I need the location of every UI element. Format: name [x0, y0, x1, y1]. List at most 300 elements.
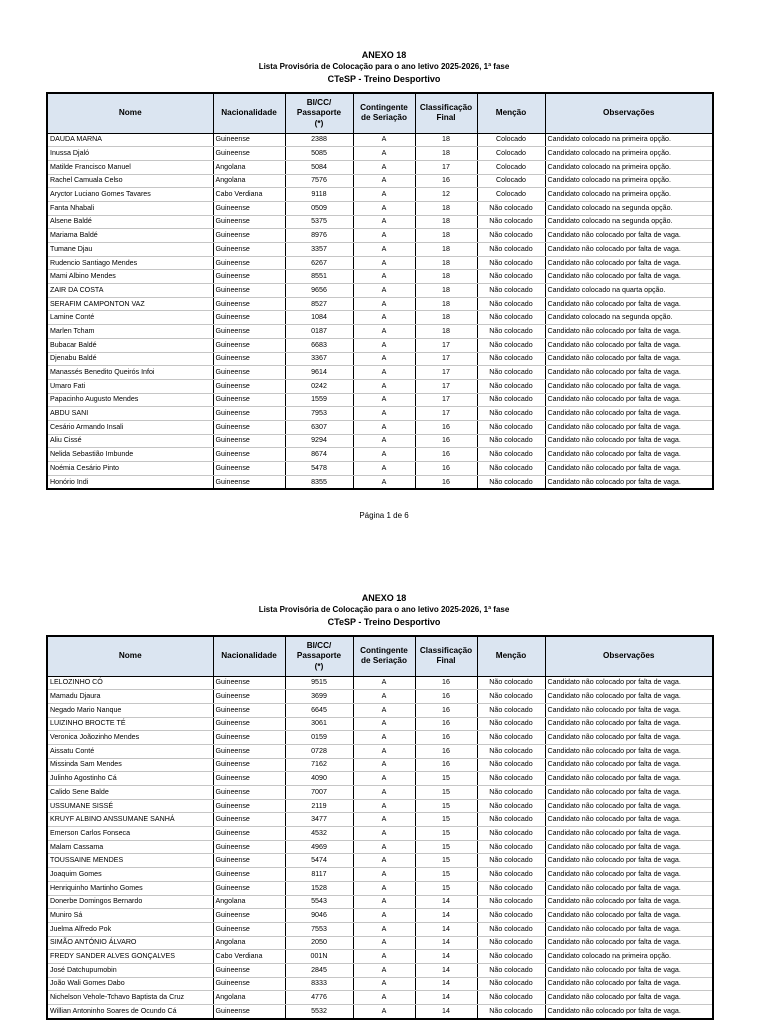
- cell-contingent: A: [353, 297, 415, 311]
- cell-mention: Não colocado: [477, 434, 545, 448]
- cell-mention: Não colocado: [477, 690, 545, 704]
- cell-mention: Não colocado: [477, 1005, 545, 1019]
- cell-mention: Não colocado: [477, 393, 545, 407]
- cell-mention: Não colocado: [477, 827, 545, 841]
- cell-nationality: Guineense: [213, 270, 285, 284]
- cell-mention: Não colocado: [477, 868, 545, 882]
- cell-contingent: A: [353, 188, 415, 202]
- table-row: [47, 475, 713, 489]
- cell-nationality: Guineense: [213, 393, 285, 407]
- cell-contingent: A: [353, 420, 415, 434]
- cell-name: Nichelson Vehole-Tchavo Baptista da Cruz: [47, 991, 213, 1005]
- cell-mention: Colocado: [477, 174, 545, 188]
- cell-name: Marlen Tcham: [47, 325, 213, 339]
- cell-final-grade: 14: [415, 909, 477, 923]
- cell-final-grade: 17: [415, 407, 477, 421]
- cell-id-document: 1528: [285, 881, 353, 895]
- cell-observations: Candidato colocado na quarta opção.: [545, 284, 713, 298]
- table-row: [47, 174, 713, 188]
- table-row: [47, 854, 713, 868]
- cell-mention: Não colocado: [477, 352, 545, 366]
- table-row: [47, 366, 713, 380]
- table-row: [47, 229, 713, 243]
- cell-nationality: Guineense: [213, 297, 285, 311]
- cell-observations: Candidato não colocado por falta de vaga.: [545, 243, 713, 257]
- cell-id-document: 3061: [285, 717, 353, 731]
- cell-mention: Não colocado: [477, 895, 545, 909]
- cell-final-grade: 16: [415, 475, 477, 489]
- cell-final-grade: 14: [415, 991, 477, 1005]
- cell-id-document: 7553: [285, 922, 353, 936]
- cell-observations: Candidato colocado na primeira opção.: [545, 160, 713, 174]
- cell-final-grade: 17: [415, 379, 477, 393]
- cell-observations: Candidato não colocado por falta de vaga.: [545, 1005, 713, 1019]
- cell-nationality: Guineense: [213, 434, 285, 448]
- cell-mention: Colocado: [477, 133, 545, 147]
- cell-name: Tumane Djau: [47, 243, 213, 257]
- cell-contingent: A: [353, 744, 415, 758]
- table-row: [47, 799, 713, 813]
- cell-nationality: Guineense: [213, 881, 285, 895]
- cell-final-grade: 16: [415, 448, 477, 462]
- cell-final-grade: 17: [415, 366, 477, 380]
- col-header-mention: Menção: [477, 93, 545, 133]
- cell-name: Aryctor Luciano Gomes Tavares: [47, 188, 213, 202]
- cell-mention: Não colocado: [477, 799, 545, 813]
- cell-nationality: Guineense: [213, 366, 285, 380]
- cell-contingent: A: [353, 352, 415, 366]
- cell-nationality: Guineense: [213, 420, 285, 434]
- col-header-final-grade: Classificação Final: [415, 93, 477, 133]
- cell-id-document: 9046: [285, 909, 353, 923]
- cell-nationality: Guineense: [213, 758, 285, 772]
- cell-nationality: Angolana: [213, 174, 285, 188]
- cell-nationality: Guineense: [213, 786, 285, 800]
- table-body-page-1: [47, 133, 713, 489]
- cell-name: Manassés Benedito Queirós Infoi: [47, 366, 213, 380]
- cell-name: SERAFIM CAMPONTON VAZ: [47, 297, 213, 311]
- cell-contingent: A: [353, 840, 415, 854]
- cell-contingent: A: [353, 284, 415, 298]
- cell-contingent: A: [353, 448, 415, 462]
- cell-contingent: A: [353, 243, 415, 257]
- cell-final-grade: 15: [415, 881, 477, 895]
- cell-observations: Candidato não colocado por falta de vaga.: [545, 325, 713, 339]
- cell-observations: Candidato não colocado por falta de vaga.: [545, 786, 713, 800]
- table-row: [47, 201, 713, 215]
- cell-observations: Candidato não colocado por falta de vaga.: [545, 379, 713, 393]
- cell-mention: Não colocado: [477, 963, 545, 977]
- cell-nationality: Angolana: [213, 936, 285, 950]
- cell-observations: Candidato não colocado por falta de vaga.: [545, 420, 713, 434]
- cell-name: Julinho Agostinho Cá: [47, 772, 213, 786]
- cell-mention: Não colocado: [477, 758, 545, 772]
- cell-contingent: A: [353, 799, 415, 813]
- table-body-page-2: [47, 676, 713, 1019]
- table-row: [47, 448, 713, 462]
- cell-mention: Não colocado: [477, 991, 545, 1005]
- cell-mention: Não colocado: [477, 744, 545, 758]
- table-row: [47, 827, 713, 841]
- cell-name: USSUMANE SISSÉ: [47, 799, 213, 813]
- cell-mention: Colocado: [477, 147, 545, 161]
- cell-name: DAUDA MARNA: [47, 133, 213, 147]
- cell-name: LUIZINHO BROCTE TÉ: [47, 717, 213, 731]
- list-title: Lista Provisória de Colocação para o ano letivo 2025-2026, 1ª fase: [258, 605, 510, 614]
- cell-name: Joaquim Gomes: [47, 868, 213, 882]
- cell-observations: Candidato não colocado por falta de vaga.: [545, 676, 713, 690]
- cell-nationality: Guineense: [213, 854, 285, 868]
- cell-mention: Não colocado: [477, 379, 545, 393]
- cell-observations: Candidato não colocado por falta de vaga.: [545, 270, 713, 284]
- cell-mention: Não colocado: [477, 854, 545, 868]
- cell-nationality: Guineense: [213, 703, 285, 717]
- cell-name: FREDY SANDER ALVES GONÇALVES: [47, 950, 213, 964]
- col-header-final-grade: Classificação Final: [415, 636, 477, 676]
- cell-nationality: Guineense: [213, 731, 285, 745]
- cell-nationality: Guineense: [213, 352, 285, 366]
- cell-name: Aissatu Conté: [47, 744, 213, 758]
- table-row: [47, 786, 713, 800]
- cell-id-document: 4090: [285, 772, 353, 786]
- cell-final-grade: 18: [415, 311, 477, 325]
- cell-nationality: Guineense: [213, 147, 285, 161]
- cell-nationality: Guineense: [213, 284, 285, 298]
- cell-id-document: 5478: [285, 462, 353, 476]
- cell-name: Inussa Djaló: [47, 147, 213, 161]
- table-row: [47, 325, 713, 339]
- cell-contingent: A: [353, 854, 415, 868]
- cell-observations: Candidato não colocado por falta de vaga.: [545, 799, 713, 813]
- cell-nationality: Guineense: [213, 256, 285, 270]
- table-row: [47, 393, 713, 407]
- cell-id-document: 8117: [285, 868, 353, 882]
- cell-nationality: Guineense: [213, 813, 285, 827]
- cell-nationality: Guineense: [213, 325, 285, 339]
- cell-observations: Candidato não colocado por falta de vaga.: [545, 256, 713, 270]
- cell-contingent: A: [353, 201, 415, 215]
- cell-id-document: 9656: [285, 284, 353, 298]
- cell-observations: Candidato não colocado por falta de vaga.: [545, 840, 713, 854]
- cell-observations: Candidato colocado na primeira opção.: [545, 133, 713, 147]
- table-row: [47, 297, 713, 311]
- cell-id-document: 5474: [285, 854, 353, 868]
- cell-final-grade: 18: [415, 133, 477, 147]
- cell-id-document: 3699: [285, 690, 353, 704]
- cell-name: Rudencio Santiago Mendes: [47, 256, 213, 270]
- cell-contingent: A: [353, 690, 415, 704]
- cell-name: Negado Mario Nanque: [47, 703, 213, 717]
- table-row: [47, 963, 713, 977]
- cell-id-document: 2845: [285, 963, 353, 977]
- cell-observations: Candidato não colocado por falta de vaga.: [545, 895, 713, 909]
- cell-contingent: A: [353, 881, 415, 895]
- cell-name: Veronica Joãozinho Mendes: [47, 731, 213, 745]
- cell-id-document: 0159: [285, 731, 353, 745]
- cell-contingent: A: [353, 147, 415, 161]
- cell-observations: Candidato não colocado por falta de vaga.: [545, 366, 713, 380]
- cell-final-grade: 16: [415, 758, 477, 772]
- cell-id-document: 8674: [285, 448, 353, 462]
- cell-id-document: 8527: [285, 297, 353, 311]
- cell-contingent: A: [353, 133, 415, 147]
- list-title: Lista Provisória de Colocação para o ano letivo 2025-2026, 1ª fase: [258, 62, 510, 71]
- table-row: [47, 434, 713, 448]
- cell-name: Umaro Fati: [47, 379, 213, 393]
- cell-mention: Não colocado: [477, 420, 545, 434]
- cell-name: Missinda Sam Mendes: [47, 758, 213, 772]
- cell-nationality: Angolana: [213, 895, 285, 909]
- cell-mention: Não colocado: [477, 840, 545, 854]
- cell-id-document: 4776: [285, 991, 353, 1005]
- cell-id-document: 5084: [285, 160, 353, 174]
- table-row: [47, 977, 713, 991]
- cell-contingent: A: [353, 895, 415, 909]
- cell-contingent: A: [353, 338, 415, 352]
- cell-contingent: A: [353, 731, 415, 745]
- table-row: [47, 758, 713, 772]
- cell-observations: Candidato não colocado por falta de vaga.: [545, 407, 713, 421]
- cell-id-document: 0242: [285, 379, 353, 393]
- cell-name: Malam Cassama: [47, 840, 213, 854]
- table-row: [47, 352, 713, 366]
- cell-final-grade: 18: [415, 256, 477, 270]
- cell-contingent: A: [353, 407, 415, 421]
- cell-contingent: A: [353, 909, 415, 923]
- cell-mention: Não colocado: [477, 475, 545, 489]
- cell-observations: Candidato não colocado por falta de vaga.: [545, 338, 713, 352]
- cell-contingent: A: [353, 703, 415, 717]
- col-header-id-document: BI/CC/ Passaporte (*): [285, 93, 353, 133]
- table-row: [47, 991, 713, 1005]
- cell-final-grade: 15: [415, 868, 477, 882]
- cell-id-document: 0509: [285, 201, 353, 215]
- cell-nationality: Guineense: [213, 676, 285, 690]
- cell-mention: Não colocado: [477, 243, 545, 257]
- cell-observations: Candidato não colocado por falta de vaga.: [545, 922, 713, 936]
- cell-nationality: Guineense: [213, 338, 285, 352]
- cell-observations: Candidato colocado na primeira opção.: [545, 174, 713, 188]
- table-row: [47, 744, 713, 758]
- col-header-observations: Observações: [545, 93, 713, 133]
- cell-id-document: 5375: [285, 215, 353, 229]
- cell-id-document: 7576: [285, 174, 353, 188]
- cell-final-grade: 17: [415, 352, 477, 366]
- cell-final-grade: 14: [415, 963, 477, 977]
- cell-final-grade: 16: [415, 731, 477, 745]
- cell-mention: Não colocado: [477, 284, 545, 298]
- cell-name: Muniro Sá: [47, 909, 213, 923]
- cell-contingent: A: [353, 1005, 415, 1019]
- cell-id-document: 2050: [285, 936, 353, 950]
- cell-final-grade: 15: [415, 854, 477, 868]
- col-header-mention: Menção: [477, 636, 545, 676]
- cell-observations: Candidato não colocado por falta de vaga.: [545, 448, 713, 462]
- table-header-row: [47, 636, 713, 676]
- cell-observations: Candidato não colocado por falta de vaga.: [545, 731, 713, 745]
- cell-observations: Candidato não colocado por falta de vaga.: [545, 977, 713, 991]
- table-row: [47, 772, 713, 786]
- cell-mention: Não colocado: [477, 325, 545, 339]
- table-row: [47, 188, 713, 202]
- cell-contingent: A: [353, 936, 415, 950]
- cell-name: Honório Indi: [47, 475, 213, 489]
- cell-final-grade: 16: [415, 717, 477, 731]
- cell-id-document: 9515: [285, 676, 353, 690]
- table-row: [47, 133, 713, 147]
- cell-mention: Não colocado: [477, 215, 545, 229]
- table-row: [47, 813, 713, 827]
- cell-name: ZAIR DA COSTA: [47, 284, 213, 298]
- cell-id-document: 2388: [285, 133, 353, 147]
- cell-mention: Não colocado: [477, 676, 545, 690]
- cell-contingent: A: [353, 977, 415, 991]
- cell-mention: Não colocado: [477, 813, 545, 827]
- cell-nationality: Cabo Verdiana: [213, 950, 285, 964]
- cell-final-grade: 18: [415, 284, 477, 298]
- cell-mention: Não colocado: [477, 462, 545, 476]
- cell-contingent: A: [353, 991, 415, 1005]
- cell-name: ABDU SANI: [47, 407, 213, 421]
- cell-mention: Não colocado: [477, 936, 545, 950]
- cell-final-grade: 16: [415, 462, 477, 476]
- cell-id-document: 8333: [285, 977, 353, 991]
- table-row: [47, 462, 713, 476]
- cell-nationality: Angolana: [213, 160, 285, 174]
- cell-id-document: 4969: [285, 840, 353, 854]
- cell-final-grade: 16: [415, 420, 477, 434]
- cell-name: Lamine Conté: [47, 311, 213, 325]
- cell-final-grade: 14: [415, 950, 477, 964]
- cell-name: José Datchupumobin: [47, 963, 213, 977]
- cell-contingent: A: [353, 922, 415, 936]
- cell-observations: Candidato não colocado por falta de vaga.: [545, 717, 713, 731]
- cell-nationality: Guineense: [213, 717, 285, 731]
- cell-name: Mami Albino Mendes: [47, 270, 213, 284]
- cell-contingent: A: [353, 174, 415, 188]
- cell-name: Papacinho Augusto Mendes: [47, 393, 213, 407]
- cell-mention: Não colocado: [477, 881, 545, 895]
- cell-name: SIMÃO ANTÓNIO ÁLVARO: [47, 936, 213, 950]
- cell-nationality: Guineense: [213, 201, 285, 215]
- cell-final-grade: 15: [415, 772, 477, 786]
- cell-nationality: Guineense: [213, 1005, 285, 1019]
- cell-id-document: 9118: [285, 188, 353, 202]
- table-row: [47, 895, 713, 909]
- table-header-row: [47, 93, 713, 133]
- cell-mention: Não colocado: [477, 311, 545, 325]
- cell-final-grade: 16: [415, 676, 477, 690]
- cell-id-document: 5085: [285, 147, 353, 161]
- cell-id-document: 8976: [285, 229, 353, 243]
- cell-observations: Candidato não colocado por falta de vaga.: [545, 991, 713, 1005]
- cell-id-document: 1559: [285, 393, 353, 407]
- cell-observations: Candidato não colocado por falta de vaga.: [545, 963, 713, 977]
- cell-mention: Não colocado: [477, 922, 545, 936]
- cell-mention: Não colocado: [477, 950, 545, 964]
- cell-final-grade: 16: [415, 174, 477, 188]
- cell-id-document: 6307: [285, 420, 353, 434]
- cell-nationality: Guineense: [213, 744, 285, 758]
- cell-id-document: 6645: [285, 703, 353, 717]
- cell-final-grade: 18: [415, 215, 477, 229]
- cell-observations: Candidato não colocado por falta de vaga.: [545, 868, 713, 882]
- cell-observations: Candidato não colocado por falta de vaga.: [545, 393, 713, 407]
- table-row: [47, 909, 713, 923]
- cell-contingent: A: [353, 462, 415, 476]
- cell-nationality: Angolana: [213, 991, 285, 1005]
- cell-nationality: Guineense: [213, 827, 285, 841]
- cell-id-document: 5532: [285, 1005, 353, 1019]
- cell-contingent: A: [353, 717, 415, 731]
- cell-mention: Não colocado: [477, 229, 545, 243]
- cell-contingent: A: [353, 325, 415, 339]
- cell-mention: Não colocado: [477, 448, 545, 462]
- table-row: [47, 676, 713, 690]
- cell-name: TOUSSAINE MENDES: [47, 854, 213, 868]
- cell-name: Emerson Carlos Fonseca: [47, 827, 213, 841]
- cell-observations: Candidato não colocado por falta de vaga.: [545, 690, 713, 704]
- cell-final-grade: 18: [415, 243, 477, 257]
- page-2-heading: [0, 593, 768, 628]
- cell-mention: Não colocado: [477, 201, 545, 215]
- cell-mention: Não colocado: [477, 977, 545, 991]
- cell-nationality: Guineense: [213, 133, 285, 147]
- table-row: [47, 407, 713, 421]
- cell-nationality: Guineense: [213, 462, 285, 476]
- cell-contingent: A: [353, 963, 415, 977]
- cell-final-grade: 18: [415, 229, 477, 243]
- table-row: [47, 690, 713, 704]
- cell-mention: Não colocado: [477, 366, 545, 380]
- cell-final-grade: 15: [415, 799, 477, 813]
- cell-nationality: Guineense: [213, 840, 285, 854]
- cell-final-grade: 18: [415, 201, 477, 215]
- annex-title: ANEXO 18: [361, 50, 407, 60]
- cell-contingent: A: [353, 270, 415, 284]
- cell-mention: Não colocado: [477, 338, 545, 352]
- cell-name: Djenabu Baldé: [47, 352, 213, 366]
- cell-observations: Candidato não colocado por falta de vaga.: [545, 758, 713, 772]
- table-row: [47, 243, 713, 257]
- table-row: [47, 936, 713, 950]
- cell-final-grade: 15: [415, 840, 477, 854]
- cell-nationality: Guineense: [213, 311, 285, 325]
- cell-contingent: A: [353, 758, 415, 772]
- table-row: [47, 256, 713, 270]
- cell-final-grade: 17: [415, 338, 477, 352]
- col-header-contingent: Contingente de Seriação: [353, 93, 415, 133]
- cell-id-document: 3367: [285, 352, 353, 366]
- cell-observations: Candidato colocado na segunda opção.: [545, 215, 713, 229]
- cell-final-grade: 18: [415, 147, 477, 161]
- table-row: [47, 379, 713, 393]
- cell-final-grade: 15: [415, 827, 477, 841]
- cell-final-grade: 18: [415, 297, 477, 311]
- cell-observations: Candidato não colocado por falta de vaga.: [545, 909, 713, 923]
- cell-final-grade: 15: [415, 786, 477, 800]
- cell-id-document: 2119: [285, 799, 353, 813]
- page-1-heading: [0, 50, 768, 85]
- cell-nationality: Guineense: [213, 868, 285, 882]
- cell-nationality: Guineense: [213, 799, 285, 813]
- cell-name: Bubacar Baldé: [47, 338, 213, 352]
- cell-observations: Candidato não colocado por falta de vaga.: [545, 772, 713, 786]
- cell-nationality: Guineense: [213, 229, 285, 243]
- cell-final-grade: 14: [415, 895, 477, 909]
- cell-final-grade: 14: [415, 922, 477, 936]
- cell-observations: Candidato não colocado por falta de vaga.: [545, 352, 713, 366]
